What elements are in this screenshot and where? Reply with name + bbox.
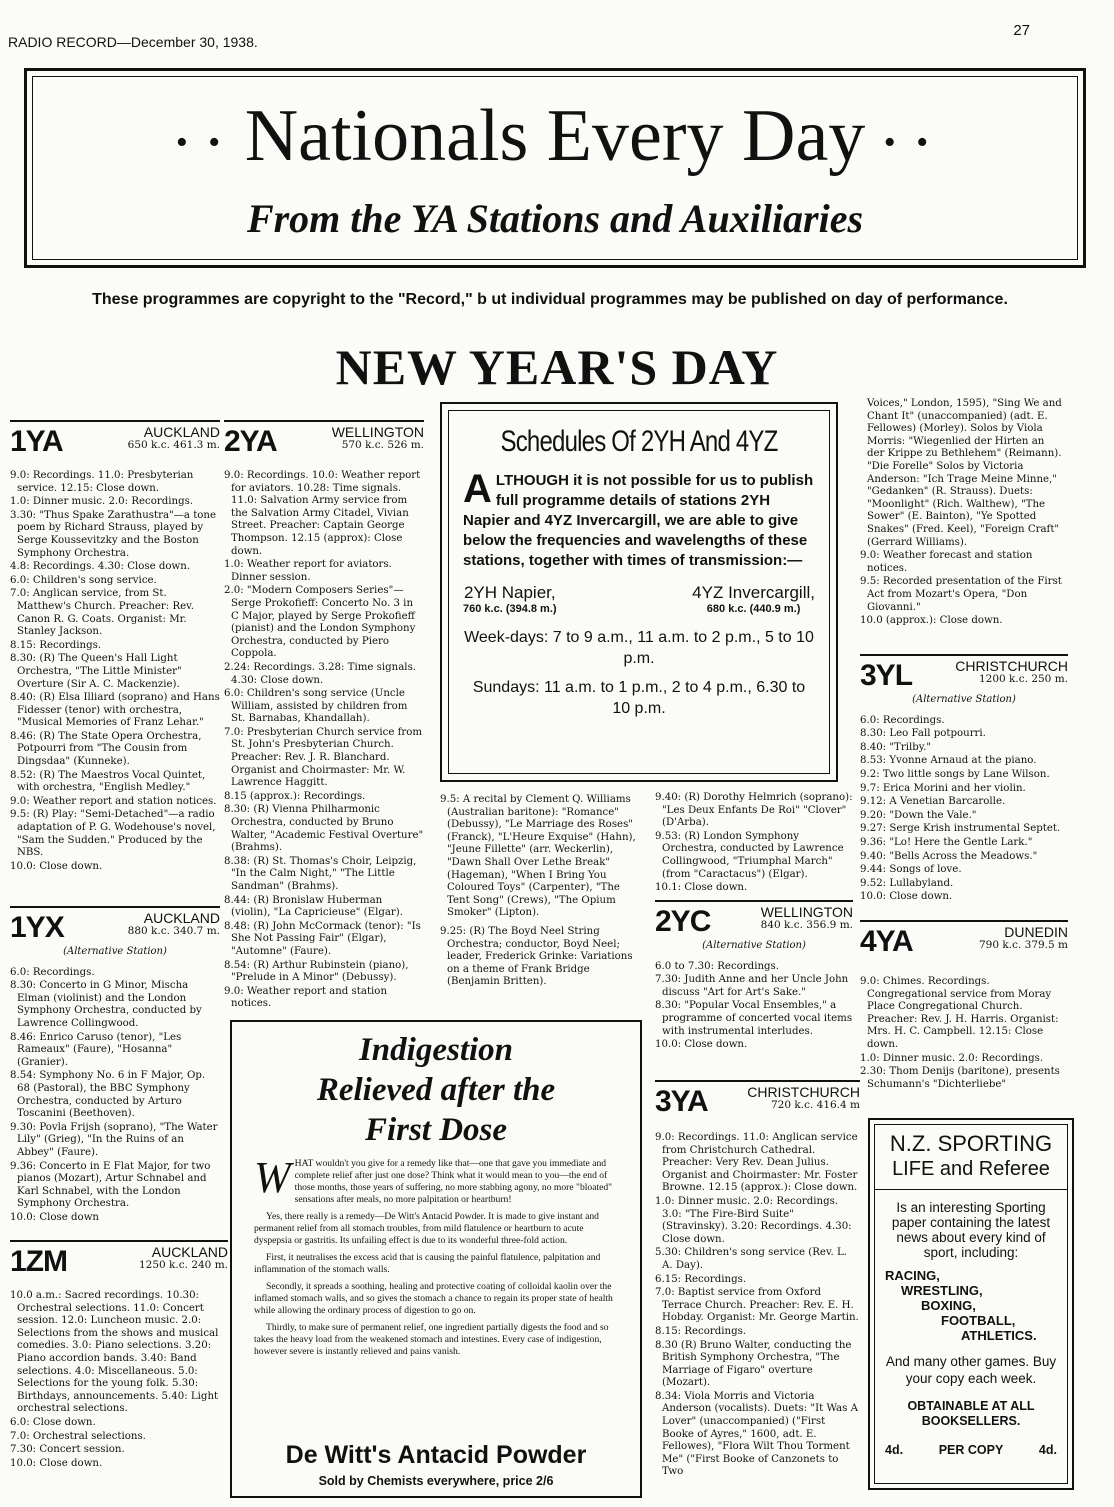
ad-headline-line: First Dose: [364, 1112, 508, 1148]
list-item: 9.25: (R) The Boyd Neel String Orchestra; conductor, Boyd Neel; leader, Frederick Grinke: Variations on a theme of Frank Bridge (Benjamin Britten).: [440, 925, 633, 988]
dots-left: • •: [175, 124, 227, 162]
programme-list: [860, 976, 1068, 1091]
station-2yc: [655, 900, 853, 1053]
copyright-notice: These programmes are copyright to the "Record," b ut individual programmes may be published on day of performance.: [92, 291, 1008, 308]
call-sign: 1YA: [10, 425, 63, 458]
ad-body: Is an interesting Sporting paper containing the latest news about every kind of sport, including:: [891, 1200, 1051, 1260]
list-item: 8.54: (R) Arthur Rubinstein (piano), "Prelude in A Minor" (Debussy).: [224, 959, 409, 984]
list-item: 10.0: Close down.: [10, 860, 103, 872]
sport-item: BOXING,: [921, 1298, 976, 1313]
city: AUCKLAND: [151, 1244, 228, 1260]
ad-paragraph: HAT wouldn't you give for a remedy like that—one that gave you immediate and complete relief after just one dose? Think what it would mean to you—the end of those months, those years of suffering, no more stabbing agony, no more "bloated" sensations after meals, no more palpitation or heartburn!: [294, 1158, 613, 1205]
programme-list: [10, 1290, 228, 1470]
banner: [24, 68, 1086, 268]
call-sign: 4YA: [860, 925, 913, 958]
list-item: 6.15: Recordings.: [655, 1273, 747, 1285]
list-item: 7.0: Orchestral selections.: [10, 1430, 146, 1442]
list-item: 9.0: Weather report and station notices.: [224, 985, 387, 1010]
list-item: 9.40: "Bells Across the Meadows.": [860, 850, 1038, 862]
list-item: 9.0: Recordings. 11.0: Presbyterian service. 12.15: Close down.: [10, 470, 194, 494]
weekday-times: Week-days: 7 to 9 a.m., 11 a.m. to 2 p.m., 5 to 10 p.m.: [464, 629, 814, 667]
schedules-intro: LTHOUGH it is not possible for us to publish full programme details of stations 2YH Napier and 4YZ Invercargill, we are able to give below the frequencies and wavelengths of these stations, together with times of transmission:—: [463, 472, 814, 569]
call-sign: 3YA: [655, 1085, 708, 1118]
sport-item: WRESTLING,: [901, 1283, 983, 1298]
list-item: 7.30: Concert session.: [10, 1444, 125, 1456]
sport-item: RACING,: [885, 1268, 940, 1283]
list-item: 9.36: "Lo! Here the Gentle Lark.": [860, 836, 1033, 848]
list-item: 8.15 (approx.): Recordings.: [224, 790, 366, 802]
ad-title: LIFE and Referee: [892, 1158, 1050, 1180]
list-item: 4.8: Recordings. 4.30: Close down.: [10, 561, 191, 573]
drop-cap: A: [463, 467, 492, 511]
recital-programme: [440, 794, 645, 990]
station-3yl: [860, 654, 1068, 905]
list-item: 9.5: A recital by Clement Q. Williams (Australian baritone): "Romance" (Debussy), "Le Marriage des Roses" (Franck), "L'Heure Exquise" (Hahn), "Jeune Fillette" (arr. Weckerlin), "Dawn Shall Over Lethe Break" (Hageman), "When I Bring You Coloured Toys" (Carpenter), "The Tent Song" (Crews), "The Opium Smoker" (Lipton).: [440, 794, 636, 919]
list-item: 1.0: Weather report for aviators. Dinner session.: [224, 559, 392, 583]
list-item: 8.38: (R) St. Thomas's Choir, Leipzig, "In the Calm Night," "The Little Sandman" (Brahms).: [224, 855, 417, 892]
station-header: [655, 900, 853, 938]
list-item: 9.20: "Down the Vale.": [860, 809, 977, 821]
list-item: 8.30: (R) Vienna Philharmonic Orchestra, conducted by Bruno Walter, "Academic Festival Overture" (Brahms).: [224, 804, 424, 854]
city: AUCKLAND: [143, 910, 220, 926]
station-header: [860, 920, 1068, 958]
programme-list: [10, 967, 220, 1225]
frequency: 880 k.c. 340.7 m.: [127, 924, 220, 937]
ad-body: [232, 1150, 640, 1358]
list-item: 8.46: Enrico Caruso (tenor), "Les Rameaux" (Faure), "Hosanna" (Granier).: [10, 1031, 182, 1068]
price-right: 4d.: [1038, 1443, 1057, 1457]
ad-headline-line: Relieved after the: [316, 1072, 556, 1108]
ad-title: N.Z. SPORTING: [889, 1131, 1053, 1156]
sport-item: ATHLETICS.: [961, 1328, 1037, 1343]
schedules-box: [440, 402, 838, 782]
alternative-label: (Alternative Station): [702, 940, 806, 951]
list-item: 9.0: Recordings. 10.0: Weather report for aviators. 10.28: Time signals. 11.0: Salvation Army service from the Salvation Army Citadel, Vivian Street. Preacher: Captain George Thompson. 12.15 (approx): Close down.: [224, 470, 421, 557]
list-item: 8.34: Viola Morris and Victoria Anderson (vocalists). Duets: "It Was A Lover" (unaccompanied) ("First Booke of Ayres," 1600, adt. E. Fellowes), "Flora Wilt Thou Torment Me" ("First Booke of Canzonets to Two: [655, 1390, 858, 1478]
station-frequency: 680 k.c. (440.9 m.): [706, 603, 801, 615]
list-item: 9.12: A Venetian Barcarolle.: [860, 796, 1006, 808]
ad-paragraph: Yes, there really is a remedy—De Witt's Antacid Powder. It is made to give instant and permanent relief from all stomach troubles, from mild flatulence or heartburn to acute dyspepsia or gastritis. Its unfailing effect is due to its wonderful three-fold action.: [254, 1211, 599, 1246]
list-item: 9.27: Serge Krish instrumental Septet.: [860, 823, 1061, 835]
list-item: 8.30: Concerto in G Minor, Mischa Elman (violinist) and the London Symphony Orchestra, conducted by Lawrence Collingwood.: [10, 980, 202, 1029]
frequency: 720 k.c. 416.4 m: [771, 1098, 860, 1111]
list-item: 6.0: Close down.: [10, 1416, 96, 1428]
ad-footer: Sold by Chemists everywhere, price 2/6: [318, 1474, 554, 1488]
list-item: 9.36: Concerto in E Flat Major, for two pianos (Mozart), Artur Schnabel and Karl Schnabel, with the London Symphony Orchestra.: [10, 1160, 211, 1210]
list-item: 2.24: Recordings. 3.28: Time signals. 4.30: Close down.: [224, 661, 417, 686]
list-item: 8.15: Recordings.: [655, 1325, 747, 1337]
indigestion-advertisement: [230, 1020, 642, 1498]
dots-right: • •: [883, 124, 935, 162]
ad-obtain: OBTAINABLE AT ALL BOOKSELLERS.: [907, 1399, 1035, 1428]
list-item: 8.46: (R) The State Opera Orchestra, Potpourri from "The Cousin from Dingsdaa" (Kunneke).: [10, 730, 202, 768]
station-header: [224, 420, 424, 458]
sunday-times: Sundays: 11 a.m. to 1 p.m., 2 to 4 p.m., 6.30 to 10 p.m.: [472, 679, 806, 717]
list-item: 8.40: (R) Elsa Illiard (soprano) and Hans Fidesser (tenor) with orchestra, "Musical Memories of Franz Lehar.": [10, 692, 220, 729]
list-item: 9.0: Weather report and station notices.: [10, 795, 217, 807]
list-item: 8.44: (R) Bronislaw Huberman (violin), "La Capricieuse" (Elgar).: [224, 894, 404, 919]
list-item: 8.52: (R) The Maestros Vocal Quintet, with orchestra, "English Medley.": [10, 769, 206, 794]
list-item: 8.30: Leo Fall potpourri.: [860, 728, 986, 740]
station-header: [860, 654, 1068, 692]
list-item: 10.0: Close down.: [655, 1039, 748, 1051]
running-header: RADIO RECORD—December 30, 1938.: [8, 34, 258, 50]
frequency: 1200 k.c. 250 m.: [979, 672, 1068, 685]
station-4ya: [860, 920, 1068, 1092]
frequency: 570 k.c. 526 m.: [341, 438, 424, 451]
city: CHRISTCHURCH: [955, 658, 1068, 674]
alternative-label: (Alternative Station): [912, 694, 1016, 705]
price-left: 4d.: [885, 1443, 904, 1457]
city: CHRISTCHURCH: [747, 1084, 860, 1100]
stations-freq: [463, 583, 815, 615]
list-item: 6.0 to 7.30: Recordings.: [655, 960, 779, 972]
list-item: Voices," London, 1595), "Sing We and Chant It" (unaccompanied) (adt. E. Fellowes) (Morley). Solos by Viola Morris: "Wiegenlied der Hirten an der Krippe zu Bethlehem" (Reimann). "Die Forelle" Solos by Victoria Anderson: "Ich Trage Meine Minne," "Gedanken" (R. Strauss). Duets: "Moonlight" (Rich. Walthew), "The Sower" (E. Bainton), "Ye Spotted Snakes" (Fred. Keel), "Foreign Craft" (Gerrard Williams).: [867, 398, 1062, 548]
price-label: PER COPY: [938, 1443, 1004, 1457]
call-sign: 1ZM: [10, 1245, 67, 1278]
station-3ya-continued: [860, 398, 1064, 629]
station-header: [10, 420, 220, 458]
list-item: 9.0: Weather forecast and station notices.: [860, 550, 1033, 574]
ad-more: And many other games. Buy your copy each week.: [885, 1354, 1057, 1386]
station-3ya: [655, 1080, 860, 1480]
ad-brand-block: [232, 1441, 640, 1488]
helmrich-programme: [655, 792, 853, 896]
ad-price: [885, 1443, 1057, 1457]
list-item: 7.0: Baptist service from Oxford Terrace Church. Preacher: Rev. E. H. Hobday. Organist: Mr. George Martin.: [655, 1287, 859, 1324]
call-sign: 3YL: [860, 659, 913, 692]
list-item: 2.0: "Modern Composers Series"—Serge Prokofieff: Concerto No. 3 in C Major, played by Serge Prokofieff (pianist) and the London Symphony Orchestra, conducted by Piero Coppola.: [224, 585, 416, 660]
station-2ya: [224, 420, 424, 1012]
station-name: 4YZ Invercargill,: [692, 583, 815, 602]
ad-headline: [232, 1030, 640, 1150]
station-1ya: [10, 420, 220, 874]
list-item: 8.30: "Popular Vocal Ensembles," a programme of concerted vocal items with instrumental interludes.: [655, 1000, 853, 1037]
drop-cap: W: [254, 1158, 291, 1202]
programme-list: [224, 470, 424, 1011]
list-item: 7.0: Anglican service, from St. Matthew's Church. Preacher: Rev. Canon R. G. Coats. Organist: Mr. Stanley Jackson.: [10, 588, 194, 638]
list-item: 5.30: Children's song service (Rev. L. A. Day).: [655, 1247, 847, 1271]
list-item: 9.53: (R) London Symphony Orchestra, conducted by Lawrence Collingwood, "Triumphal March" (from "Caractacus") (Elgar).: [655, 830, 844, 880]
list-item: 10.0 (approx.): Close down.: [860, 615, 1003, 627]
list-item: 10.0: Close down.: [10, 1457, 103, 1469]
list-item: 9.40: (R) Dorothy Helmrich (soprano): "Les Deux Enfants De Roi" "Clover" (D'Arba).: [655, 792, 853, 829]
list-item: 7.0: Presbyterian Church service from St. John's Presbyterian Church. Preacher: Rev. J. R. Blanchard. Organist and Choirmaster: Mr. W. Lawrence Haggitt.: [224, 726, 423, 789]
banner-title: [33, 95, 1077, 184]
list-item: 8.30: (R) The Queen's Hall Light Orchestra, "The Little Minister" Overture (Sir A. C. Mackenzie).: [10, 653, 182, 690]
ad-brand: De Witt's Antacid Powder: [285, 1441, 587, 1469]
list-item: 8.53: Yvonne Arnaud at the piano.: [860, 755, 1037, 767]
ad-headline-line: Indigestion: [358, 1032, 514, 1068]
programme-list: [655, 1132, 860, 1479]
list-item: 9.7: Erica Morini and her violin.: [860, 782, 1026, 794]
frequency: 840 k.c. 356.9 m.: [760, 918, 853, 931]
banner-subtitle: From the YA Stations and Auxiliaries: [246, 196, 864, 241]
frequency: 1250 k.c. 240 m.: [139, 1258, 228, 1271]
page-heading: NEW YEAR'S DAY: [335, 339, 779, 395]
list-item: 8.30 (R) Bruno Walter, conducting the British Symphony Orchestra, "The Marriage of Figaro" overture (Mozart).: [655, 1339, 852, 1389]
call-sign: 1YX: [10, 911, 64, 944]
list-item: 9.5: Recorded presentation of the First Act from Mozart's Opera, "Don Giovanni.": [860, 576, 1062, 613]
ad-paragraph: Secondly, it spreads a soothing, healing and protective coating of colloidal kaolin over the inflamed stomach walls, and so gives the stomach a chance to regain its proper state of health while allowing the ordinary process of digestion to go on.: [254, 1281, 613, 1316]
frequency: 650 k.c. 461.3 m.: [127, 438, 220, 451]
station-header: [10, 906, 220, 944]
list-item: 9.0: Recordings. 11.0: Anglican service from Christchurch Cathedral. Preacher: Very Rev. Dean Julius. Organist and Choirmaster: Mr. Foster Browne. 12.15 (approx.): Close down.: [655, 1132, 858, 1194]
programme-list: [655, 961, 853, 1052]
station-frequency: 760 k.c. (394.8 m.): [463, 603, 557, 615]
list-item: 6.0: Children's song service.: [10, 574, 157, 586]
city: AUCKLAND: [143, 424, 220, 440]
station-header: [10, 1240, 228, 1278]
list-item: 6.0: Recordings.: [10, 966, 95, 978]
list-item: 6.0: Children's song service (Uncle William, assisted by children from St. Barnabas, Khandallah).: [224, 688, 408, 725]
list-item: 10.0 a.m.: Sacred recordings. 10.30: Orchestral selections. 11.0: Concert session. 12.0: Luncheon music. 2.0: Selections from the shows and musical comedies. 3.0: Piano selections. 3.20: Piano accordion bands. 3.40: Band selections. 4.0: Miscellaneous. 5.0: Selections for the young folk. 5.30: Birthdays, announcements. 5.40: Light orchestral selections.: [10, 1290, 219, 1415]
schedules-title: Schedules Of 2YH And 4YZ: [500, 425, 778, 458]
sports-list: [885, 1268, 1057, 1343]
list-item: 9.2: Two little songs by Lane Wilson.: [860, 768, 1050, 780]
station-header: [655, 1080, 860, 1118]
frequency: 790 k.c. 379.5 m: [979, 938, 1068, 951]
programme-list: [10, 470, 220, 873]
banner-title-text: Nationals Every Day: [244, 95, 866, 177]
list-item: 9.0: Chimes. Recordings. Congregational service from Moray Place Congregational Church. Preacher: Rev. J. H. Harris. Organist: Mrs. H. C. Campbell. 12.15: Close down.: [860, 976, 1059, 1050]
list-item: 9.5: (R) Play: "Semi-Detached"—a radio adaptation of P. G. Wodehouse's novel, "Sam the Sudden." Produced by the NBS.: [10, 809, 216, 859]
station-1zm: [10, 1240, 228, 1471]
list-item: 9.30: Povla Frijsh (soprano), "The Water Lily" (Grieg), "In the Ruins of an Abbey" (Faure).: [10, 1121, 218, 1158]
programme-list: [860, 715, 1068, 904]
list-item: 7.30: Judith Anne and her Uncle John discuss "Art for Art's Sake.": [655, 974, 849, 998]
station-name: 2YH Napier,: [463, 583, 556, 602]
list-item: 3.30: "Thus Spake Zarathustra"—a tone poem by Richard Strauss, played by Serge Koussevitzky and the Boston Symphony Orchestra.: [10, 509, 217, 559]
sporting-life-advertisement: [868, 1118, 1074, 1490]
list-item: 1.0: Dinner music. 2.0: Recordings. 3.0: "The Fire-Bird Suite" (Stravinsky). 3.20: Recordings. 4.30: Close down.: [655, 1195, 852, 1245]
page-number: 27: [1013, 22, 1030, 39]
call-sign: 2YC: [655, 905, 711, 938]
list-item: 10.0: Close down.: [860, 891, 953, 903]
city: WELLINGTON: [760, 904, 853, 920]
list-item: 1.0: Dinner music. 2.0: Recordings.: [10, 496, 194, 508]
list-item: 9.44: Songs of love.: [860, 864, 962, 876]
city: DUNEDIN: [1004, 924, 1068, 940]
alternative-label: (Alternative Station): [63, 946, 167, 957]
list-item: 8.54: Symphony No. 6 in F Major, Op. 68 (Pastoral), the BBC Symphony Orchestra, conducted by Arturo Toscanini (Beethoven).: [10, 1070, 206, 1120]
station-1yx: [10, 906, 220, 1225]
sport-item: FOOTBALL,: [941, 1313, 1016, 1328]
list-item: 10.1: Close down.: [655, 882, 748, 894]
list-item: 10.0: Close down: [10, 1211, 99, 1223]
list-item: 9.52: Lullabyland.: [860, 877, 954, 889]
list-item: 6.0: Recordings.: [860, 714, 945, 726]
call-sign: 2YA: [224, 425, 277, 458]
city: WELLINGTON: [331, 424, 424, 440]
ad-paragraph: Thirdly, to make sure of permanent relief, one ingredient partially digests the food and so takes the heavy load from the weakened stomach and intestines. Every case of indigestion, however severe is instantly relieved and pains vanish.: [254, 1322, 609, 1357]
list-item: 8.15: Recordings.: [10, 639, 102, 651]
list-item: 8.40: "Trilby.": [860, 741, 932, 753]
list-item: 8.48: (R) John McCormack (tenor): "Is She Not Passing Fair" (Elgar), "Automne" (Faure).: [224, 920, 421, 957]
list-item: 1.0: Dinner music. 2.0: Recordings.: [860, 1052, 1044, 1064]
list-item: 2.30: Thom Denijs (baritone), presents Schumann's "Dichterliebe": [860, 1066, 1060, 1090]
ad-paragraph: First, it neutralises the excess acid that is causing the painful flatulence, palpitation and inflammation of the stomach walls.: [254, 1252, 601, 1275]
